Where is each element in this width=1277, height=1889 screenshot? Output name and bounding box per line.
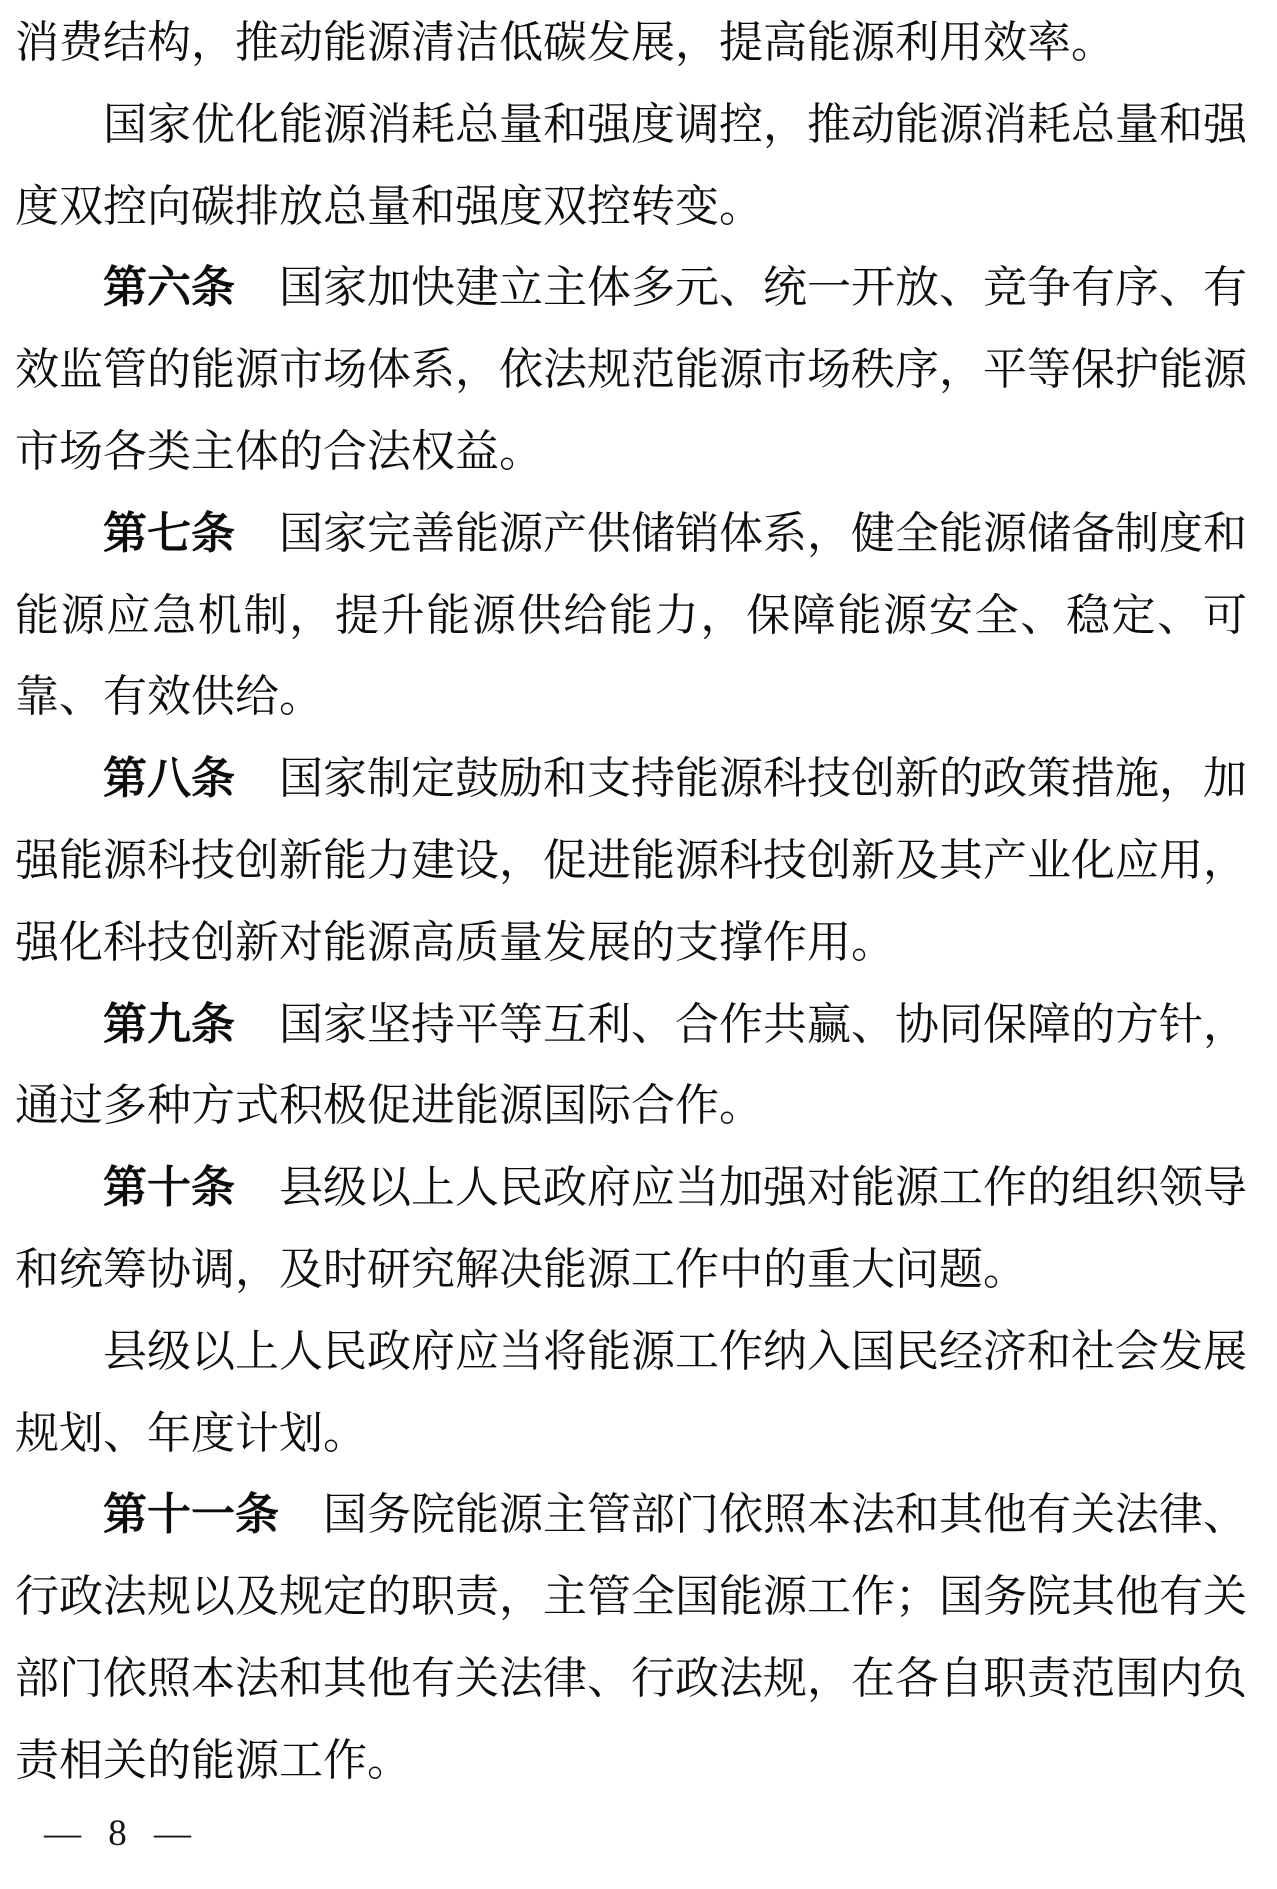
line-text: 责相关的能源工作。 bbox=[15, 1735, 411, 1785]
body-line bbox=[15, 84, 1247, 166]
footer-dash-right: — bbox=[154, 1813, 191, 1854]
body-line bbox=[15, 2, 1247, 84]
line-text: 部门依照本法和其他有关法律、行政法规，在各自职责范围内负 bbox=[15, 1653, 1247, 1703]
article-number: 第九条 bbox=[103, 999, 235, 1049]
line-text: 行政法规以及规定的职责，主管全国能源工作；国务院其他有关 bbox=[15, 1572, 1247, 1622]
body-line bbox=[15, 1065, 1247, 1147]
line-text: 靠、有效供给。 bbox=[15, 672, 323, 722]
body-line bbox=[15, 1311, 1247, 1393]
footer-dash-left: — bbox=[44, 1813, 81, 1854]
body-line bbox=[15, 411, 1247, 493]
line-text: 规划、年度计划。 bbox=[15, 1408, 367, 1458]
line-text: 国家加快建立主体多元、统一开放、竞争有序、有 bbox=[279, 263, 1247, 313]
line-text: 国务院能源主管部门依照本法和其他有关法律、 bbox=[323, 1490, 1247, 1540]
article-number: 第八条 bbox=[103, 754, 235, 804]
line-text: 能源应急机制，提升能源供给能力，保障能源安全、稳定、可 bbox=[15, 590, 1247, 640]
article-number: 第七条 bbox=[103, 508, 235, 558]
document-body bbox=[15, 2, 1247, 1802]
body-line bbox=[15, 166, 1247, 248]
body-line bbox=[15, 575, 1247, 657]
line-text: 国家坚持平等互利、合作共赢、协同保障的方针， bbox=[279, 999, 1247, 1049]
article-number: 第六条 bbox=[103, 263, 235, 313]
body-line bbox=[15, 820, 1247, 902]
body-line bbox=[15, 329, 1247, 411]
body-line bbox=[15, 1556, 1247, 1638]
body-line bbox=[15, 1393, 1247, 1475]
line-text: 市场各类主体的合法权益。 bbox=[15, 426, 543, 476]
body-line bbox=[15, 1638, 1247, 1720]
body-line bbox=[15, 984, 1247, 1066]
body-line bbox=[15, 738, 1247, 820]
line-text: 强能源科技创新能力建设，促进能源科技创新及其产业化应用， bbox=[15, 835, 1247, 885]
line-text: 通过多种方式积极促进能源国际合作。 bbox=[15, 1081, 763, 1131]
line-text: 县级以上人民政府应当加强对能源工作的组织领导 bbox=[279, 1163, 1247, 1213]
page-number: 8 bbox=[108, 1813, 127, 1854]
body-line bbox=[15, 1147, 1247, 1229]
body-line bbox=[15, 247, 1247, 329]
line-text: 度双控向碳排放总量和强度双控转变。 bbox=[15, 181, 763, 231]
article-number: 第十一条 bbox=[103, 1490, 279, 1540]
line-text: 国家制定鼓励和支持能源科技创新的政策措施，加 bbox=[279, 754, 1247, 804]
line-text: 和统筹协调，及时研究解决能源工作中的重大问题。 bbox=[15, 1244, 1027, 1294]
page-footer bbox=[44, 1812, 191, 1856]
line-text: 国家完善能源产供储销体系，健全能源储备制度和 bbox=[279, 508, 1247, 558]
body-line bbox=[15, 1474, 1247, 1556]
body-line bbox=[15, 1720, 1247, 1802]
line-text: 消费结构，推动能源清洁低碳发展，提高能源利用效率。 bbox=[15, 18, 1115, 67]
line-text: 国家优化能源消耗总量和强度调控，推动能源消耗总量和强 bbox=[103, 99, 1247, 149]
line-text: 效监管的能源市场体系，依法规范能源市场秩序，平等保护能源 bbox=[15, 345, 1247, 395]
body-line bbox=[15, 1229, 1247, 1311]
line-text: 强化科技创新对能源高质量发展的支撑作用。 bbox=[15, 917, 895, 967]
body-line bbox=[15, 902, 1247, 984]
body-line bbox=[15, 656, 1247, 738]
article-number: 第十条 bbox=[103, 1163, 235, 1213]
line-text: 县级以上人民政府应当将能源工作纳入国民经济和社会发展 bbox=[103, 1326, 1247, 1376]
body-line bbox=[15, 493, 1247, 575]
